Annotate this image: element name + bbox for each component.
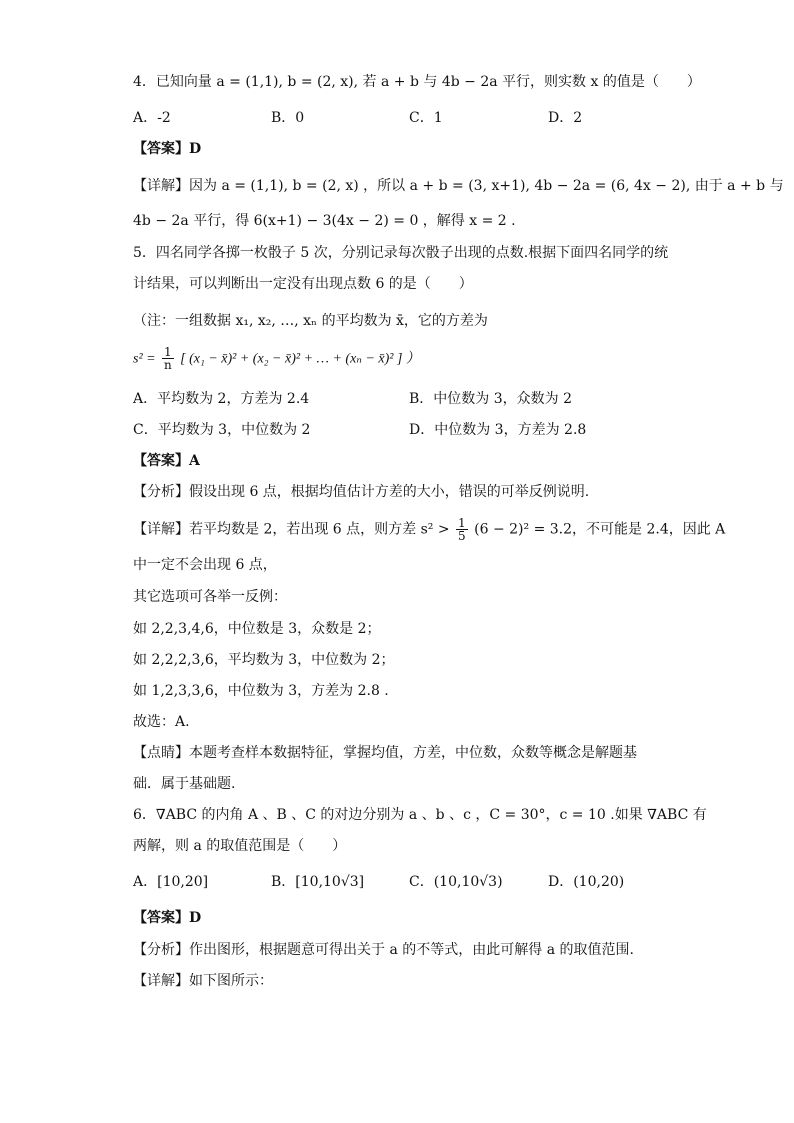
variance-symbol: s² = [133,351,156,367]
q6-option-a: A．[10,20] [133,874,209,890]
q5-note-formula [133,346,420,371]
fraction-denominator: n [164,358,172,372]
variance-sum: [ (x₁ − x̄)² + (x₂ − x̄)² + … + (xₙ − x̄)² ] ） [180,351,420,367]
q5-option-c: C．平均数为 3，中位数为 2 [133,422,311,438]
q5-stem-line1: 5．四名同学各掷一枚骰子 5 次，分别记录每次骰子出现的点数.根据下面四名同学的统 [133,245,669,261]
q5-option-d: D．中位数为 3，方差为 2.8 [409,422,587,438]
q6-option-d: D．(10,20) [548,874,625,890]
q6-option-c: C．(10,10√3) [409,874,503,890]
q5-example-3: 如 1,2,3,3,6，中位数为 3，方差为 2.8 . [133,683,389,699]
q4-answer: 【答案】D [133,141,202,157]
q6-analysis: 【分析】作出图形，根据题意可得出关于 a 的不等式，由此可解得 a 的取值范围. [133,942,634,958]
q5-answer: 【答案】A [133,453,200,469]
q4-option-d: D．2 [548,110,583,126]
q6-stem-line2: 两解，则 a 的取值范围是（ ） [133,838,347,854]
q5-detail-text-b: (6 − 2)² = 3.2，不可能是 2.4，因此 A [474,521,726,538]
q4-option-a: A．-2 [133,110,171,126]
q5-detail-text-a: 【详解】若平均数是 2，若出现 6 点，则方差 s² > [133,521,450,538]
fraction-denominator: 5 [458,529,466,543]
q4-detail-line1: 【详解】因为 a = (1,1), b = (2, x) ，所以 a + b = (3, x+1), 4b − 2a = (6, 4x − 2), 由于 a + b 与 [133,178,784,194]
q5-analysis: 【分析】假设出现 6 点，根据均值估计方差的大小，错误的可举反例说明. [133,484,590,500]
q5-detail-line3: 其它选项可各举一反例： [133,589,287,605]
q5-note-line1: （注：一组数据 x₁, x₂, …, xₙ 的平均数为 x̄，它的方差为 [133,313,488,329]
q5-choose: 故选：A. [133,714,190,730]
q6-option-b: B．[10,10√3] [271,874,365,890]
q5-option-b: B．中位数为 3，众数为 2 [409,391,573,407]
q6-stem-line1: 6．∇ABC 的内角 A 、B 、C 的对边分别为 a 、b 、c ，C = 30°，c = 10 .如果 ∇ABC 有 [133,807,707,823]
q5-option-a: A．平均数为 2，方差为 2.4 [133,391,310,407]
q6-answer: 【答案】D [133,910,202,926]
variance-fraction [162,346,174,371]
fraction-numerator: 1 [164,345,172,359]
q6-detail: 【详解】如下图所示： [133,973,273,989]
q4-option-c: C．1 [409,110,443,126]
q5-detail-line2: 中一定不会出现 6 点， [133,557,277,573]
fraction-numerator: 1 [458,516,466,530]
q5-example-1: 如 2,2,3,4,6，中位数是 3，众数是 2； [133,621,381,637]
q5-detail-line1 [133,517,725,542]
q4-detail-line2: 4b − 2a 平行，得 6(x+1) − 3(4x − 2) = 0 ，解得 x = 2 . [133,213,516,229]
q5-comment-line1: 【点睛】本题考查样本数据特征，掌握均值，方差，中位数，众数等概念是解题基 [133,745,637,761]
q5-stem-line2: 计结果，可以判断出一定没有出现点数 6 的是（ ） [133,276,473,292]
q5-comment-line2: 础．属于基础题. [133,776,236,792]
q5-detail-fraction [456,517,468,542]
q4-option-b: B．0 [271,110,305,126]
q4-stem: 4．已知向量 a = (1,1), b = (2, x), 若 a + b 与 4b − 2a 平行，则实数 x 的值是（ ） [133,74,701,90]
q5-example-2: 如 2,2,2,3,6，平均数为 3，中位数为 2； [133,652,395,668]
